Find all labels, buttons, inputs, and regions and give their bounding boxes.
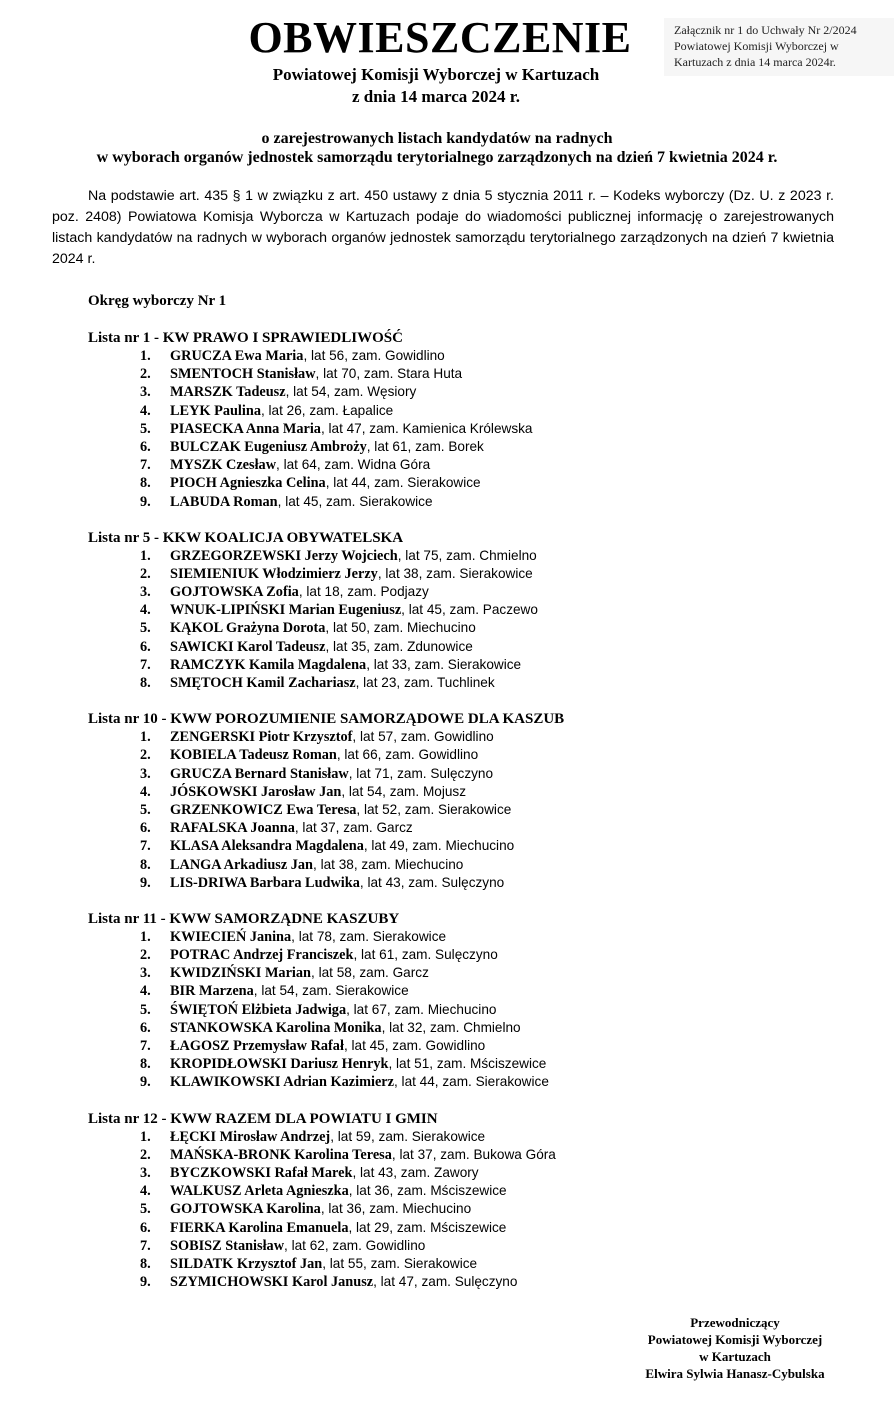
candidate-row <box>88 946 848 964</box>
candidate-row <box>88 674 848 692</box>
candidate-number: 9. <box>140 874 151 891</box>
candidate-list <box>88 710 848 892</box>
candidate-name: LANGA Arkadiusz Jan <box>170 856 314 873</box>
candidate-lists <box>88 329 848 1309</box>
candidate-details: , lat 49, zam. Miechucino <box>363 838 515 854</box>
candidate-number: 2. <box>140 1146 151 1163</box>
candidate-number: 1. <box>140 729 151 746</box>
candidate-number: 1. <box>140 348 151 364</box>
candidate-list <box>88 529 848 693</box>
candidate-name: SIEMIENIUK Włodzimierz Jerzy <box>170 565 378 582</box>
candidate-name: ŚWIĘTOŃ Elżbieta Jadwiga <box>170 1001 347 1018</box>
candidate-row <box>88 1237 848 1255</box>
candidate-details: , lat 29, zam. Mściszewice <box>348 1219 507 1235</box>
candidate-details: , lat 37, zam. Garcz <box>294 820 413 836</box>
candidate-details: , lat 36, zam. Mściszewice <box>348 1183 507 1199</box>
candidate-name: LABUDA Roman <box>170 493 278 510</box>
candidate-details: , lat 64, zam. Widna Góra <box>276 457 431 473</box>
candidate-name: MYSZK Czesław <box>170 457 277 474</box>
candidate-number: 6. <box>140 638 151 655</box>
candidate-name: POTRAC Andrzej Franciszek <box>170 947 354 964</box>
candidate-details: , lat 38, zam. Sierakowice <box>377 565 533 581</box>
candidate-number: 9. <box>140 1074 151 1091</box>
candidate-name: BYCZKOWSKI Rafał Marek <box>170 1164 353 1181</box>
candidate-details: , lat 26, zam. Łapalice <box>260 402 394 418</box>
candidate-number: 6. <box>140 1019 151 1036</box>
candidate-name: SOBISZ Stanisław <box>170 1237 285 1254</box>
candidate-details: , lat 57, zam. Gowidlino <box>352 729 494 745</box>
candidate-details: , lat 45, zam. Paczewo <box>401 602 538 618</box>
candidate-name: KROPIDŁOWSKI Dariusz Henryk <box>170 1056 389 1073</box>
candidate-name: RAMCZYK Kamila Magdalena <box>170 656 367 673</box>
candidate-details: , lat 36, zam. Miechucino <box>320 1201 472 1217</box>
candidate-row <box>88 746 848 764</box>
candidate-number: 3. <box>140 384 151 401</box>
candidate-details: , lat 67, zam. Miechucino <box>346 1001 497 1017</box>
candidate-name: KWIDZIŃSKI Marian <box>170 965 312 982</box>
candidate-name: KLAWIKOWSKI Adrian Kazimierz <box>170 1074 394 1091</box>
candidate-number: 9. <box>140 1274 151 1291</box>
candidate-row <box>88 420 848 438</box>
candidate-name: GRZENKOWICZ Ewa Teresa <box>170 801 357 818</box>
candidate-number: 7. <box>140 457 151 474</box>
candidate-number: 6. <box>140 1219 151 1236</box>
candidate-name: BIR Marzena <box>170 983 254 1000</box>
candidate-row <box>88 765 848 783</box>
candidate-name: KOBIELA Tadeusz Roman <box>170 747 337 764</box>
candidate-number: 5. <box>140 420 151 437</box>
list-title: Lista nr 10 - KWW POROZUMIENIE SAMORZĄDOWE DLA KASZUB <box>88 711 565 728</box>
candidate-number: 5. <box>140 801 151 818</box>
candidate-row <box>88 1200 848 1218</box>
candidate-name: SMENTOCH Stanisław <box>170 366 316 383</box>
candidate-details: , lat 43, zam. Zawory <box>352 1164 479 1180</box>
candidate-number: 2. <box>140 366 151 383</box>
candidate-row <box>88 656 848 674</box>
candidate-number: 8. <box>140 475 151 492</box>
candidate-row <box>88 583 848 601</box>
candidate-row <box>88 801 848 819</box>
candidate-name: PIOCH Agnieszka Celina <box>170 475 326 492</box>
candidate-details: , lat 54, zam. Mojusz <box>341 783 466 799</box>
candidate-number: 5. <box>140 1001 151 1018</box>
annex-note <box>664 18 894 76</box>
candidate-row <box>88 474 848 492</box>
candidate-row <box>88 619 848 637</box>
candidate-name: SAWICKI Karol Tadeusz <box>170 638 326 655</box>
district-heading: Okręg wyborczy Nr 1 <box>88 293 227 309</box>
candidate-list <box>88 329 848 511</box>
candidate-row <box>88 402 848 420</box>
candidate-name: BULCZAK Eugeniusz Ambroży <box>170 438 367 455</box>
candidate-row <box>88 964 848 982</box>
list-title: Lista nr 5 - KKW KOALICJA OBYWATELSKA <box>88 529 404 546</box>
candidate-row <box>88 1019 848 1037</box>
document-subject <box>20 129 854 167</box>
candidate-number: 4. <box>140 402 151 419</box>
candidate-number: 6. <box>140 438 151 455</box>
annex-line-1: Załącznik nr 1 do Uchwały Nr 2/2024 <box>674 23 857 37</box>
candidate-row <box>88 547 848 565</box>
candidate-name: ZENGERSKI Piotr Krzysztof <box>170 729 353 746</box>
candidate-number: 2. <box>140 747 151 764</box>
candidate-row <box>88 1255 848 1273</box>
candidate-row <box>88 783 848 801</box>
list-title: Lista nr 12 - KWW RAZEM DLA POWIATU I GMIN <box>88 1110 438 1127</box>
candidate-name: WNUK-LIPIŃSKI Marian Eugeniusz <box>170 602 402 619</box>
candidate-name: SILDATK Krzysztof Jan <box>170 1255 323 1272</box>
candidate-row <box>88 1055 848 1073</box>
candidate-details: , lat 47, zam. Sulęczyno <box>373 1274 518 1290</box>
candidate-details: , lat 58, zam. Garcz <box>311 965 429 981</box>
list-title: Lista nr 11 - KWW SAMORZĄDNE KASZUBY <box>88 910 400 927</box>
candidate-number: 5. <box>140 620 151 637</box>
candidate-number: 1. <box>140 1128 151 1145</box>
candidate-name: WALKUSZ Arleta Agnieszka <box>170 1183 349 1200</box>
candidate-number: 7. <box>140 838 151 855</box>
candidate-name: LIS-DRIWA Barbara Ludwika <box>170 874 360 891</box>
candidate-name: MAŃSKA-BRONK Karolina Teresa <box>170 1146 392 1163</box>
candidate-row <box>88 565 848 583</box>
document-subtitle <box>190 64 682 108</box>
candidate-number: 8. <box>140 1255 151 1272</box>
candidate-number: 4. <box>140 783 151 800</box>
candidate-number: 7. <box>140 656 151 673</box>
candidate-row <box>88 982 848 1000</box>
candidate-name: SMĘTOCH Kamil Zachariasz <box>170 675 356 691</box>
candidate-number: 7. <box>140 1038 151 1054</box>
signature-role: Przewodniczący <box>690 1315 780 1330</box>
candidate-row <box>88 638 848 656</box>
signature-authority: Powiatowej Komisji Wyborczej <box>647 1332 823 1347</box>
signature-name: Elwira Sylwia Hanasz-Cybulska <box>645 1366 825 1381</box>
candidate-row <box>88 874 848 892</box>
candidate-name: ŁĘCKI Mirosław Andrzej <box>170 1128 331 1145</box>
candidate-number: 3. <box>140 1164 151 1181</box>
candidate-number: 1. <box>140 547 151 564</box>
candidate-row <box>88 601 848 619</box>
candidate-details: , lat 44, zam. Sierakowice <box>325 475 481 491</box>
candidate-details: , lat 66, zam. Gowidlino <box>336 747 479 763</box>
candidate-row <box>88 1164 848 1182</box>
subtitle-date: z dnia 14 marca 2024 r. <box>351 87 521 106</box>
candidate-name: KĄKOL Grażyna Dorota <box>170 620 326 637</box>
candidate-row <box>88 856 848 874</box>
subject-line-1: o zarejestrowanych listach kandydatów na radnych <box>261 130 613 147</box>
candidate-details: , lat 44, zam. Sierakowice <box>394 1074 549 1090</box>
candidate-details: , lat 45, zam. Sierakowice <box>277 493 433 509</box>
candidate-list <box>88 910 848 1092</box>
candidate-row <box>88 1219 848 1237</box>
candidate-number: 4. <box>140 983 151 1000</box>
candidate-row <box>88 1182 848 1200</box>
candidate-details: , lat 56, zam. Gowidlino <box>303 348 445 363</box>
candidate-name: STANKOWSKA Karolina Monika <box>170 1019 382 1036</box>
subject-line-2: w wyborach organów jednostek samorządu terytorialnego zarządzonych na dzień 7 kwietnia 2024 r. <box>96 149 778 166</box>
candidate-details: , lat 75, zam. Chmielno <box>397 547 537 563</box>
candidate-name: GOJTOWSKA Karolina <box>170 1201 321 1218</box>
candidate-name: SZYMICHOWSKI Karol Janusz <box>170 1274 374 1291</box>
candidate-details: , lat 35, zam. Zdunowice <box>325 638 473 654</box>
candidate-details: , lat 62, zam. Gowidlino <box>284 1237 426 1253</box>
candidate-row <box>88 1128 848 1146</box>
candidate-name: GRUCZA Ewa Maria <box>170 348 304 364</box>
candidate-row <box>88 493 848 511</box>
candidate-details: , lat 23, zam. Tuchlinek <box>355 675 495 690</box>
candidate-row <box>88 1001 848 1019</box>
candidate-details: , lat 54, zam. Węsiory <box>285 384 417 400</box>
subtitle-authority: Powiatowej Komisji Wyborczej w Kartuzach <box>272 65 600 84</box>
candidate-row <box>88 383 848 401</box>
candidate-name: RAFALSKA Joanna <box>170 820 295 837</box>
candidate-number: 2. <box>140 947 151 964</box>
candidate-number: 3. <box>140 965 151 982</box>
candidate-name: GRZEGORZEWSKI Jerzy Wojciech <box>170 547 398 564</box>
candidate-details: , lat 59, zam. Sierakowice <box>330 1128 486 1144</box>
candidate-details: , lat 43, zam. Sulęczyno <box>359 874 505 890</box>
annex-line-3: Kartuzach z dnia 14 marca 2024r. <box>674 55 836 69</box>
candidate-name: FIERKA Karolina Emanuela <box>170 1219 349 1236</box>
candidate-details: , lat 51, zam. Mściszewice <box>388 1056 547 1072</box>
candidate-name: MARSZK Tadeusz <box>170 384 286 401</box>
candidate-number: 8. <box>140 675 151 691</box>
candidate-name: PIASECKA Anna Maria <box>170 420 321 437</box>
candidate-row <box>88 438 848 456</box>
candidate-name: JÓSKOWSKI Jarosław Jan <box>170 783 342 800</box>
candidate-number: 7. <box>140 1237 151 1254</box>
candidate-number: 4. <box>140 602 151 619</box>
candidate-number: 8. <box>140 856 151 873</box>
intro-paragraph: Na podstawie art. 435 § 1 w związku z art. 450 ustawy z dnia 5 stycznia 2011 r. – Kodeks wyborczy (Dz. U. z 2023 r. poz. 2408) Powiatowa Komisja Wyborcza w Kartuzach podaje do wiadomości publicznej informację o zarejestrowanych listach kandydatów na radnych w wyborach organów jednostek samorządu terytorialnego zarządzonych na dzień 7 kwietnia 2024 r. <box>52 188 834 267</box>
candidate-number: 8. <box>140 1056 151 1073</box>
candidate-name: KWIECIEŃ Janina <box>170 928 292 945</box>
candidate-details: , lat 47, zam. Kamienica Królewska <box>320 420 533 436</box>
candidate-details: , lat 33, zam. Sierakowice <box>366 656 522 672</box>
candidate-details: , lat 54, zam. Sierakowice <box>253 983 409 999</box>
candidate-details: , lat 61, zam. Borek <box>366 438 484 454</box>
signature-block <box>610 1314 860 1382</box>
candidate-row <box>88 365 848 383</box>
candidate-details: , lat 38, zam. Miechucino <box>313 856 464 872</box>
candidate-name: KLASA Aleksandra Magdalena <box>170 838 364 855</box>
candidate-number: 5. <box>140 1201 151 1218</box>
candidate-row <box>88 928 848 946</box>
candidate-details: , lat 52, zam. Sierakowice <box>356 801 512 817</box>
candidate-row <box>88 456 848 474</box>
candidate-details: , lat 45, zam. Gowidlino <box>343 1038 486 1053</box>
annex-line-2: Powiatowej Komisji Wyborczej w <box>674 39 839 53</box>
candidate-details: , lat 50, zam. Miechucino <box>325 620 476 636</box>
candidate-number: 3. <box>140 765 151 782</box>
candidate-name: LEYK Paulina <box>170 402 261 419</box>
candidate-row <box>88 1037 848 1055</box>
candidate-details: , lat 18, zam. Podjazy <box>298 584 429 600</box>
candidate-details: , lat 70, zam. Stara Huta <box>315 366 463 382</box>
signature-location: w Kartuzach <box>699 1349 771 1364</box>
candidate-number: 9. <box>140 493 151 510</box>
candidate-details: , lat 32, zam. Chmielno <box>381 1019 521 1035</box>
candidate-name: GOJTOWSKA Zofia <box>170 584 299 601</box>
candidate-name: GRUCZA Bernard Stanisław <box>170 765 349 782</box>
candidate-number: 4. <box>140 1183 151 1200</box>
candidate-row <box>88 1073 848 1091</box>
candidate-number: 3. <box>140 584 151 601</box>
candidate-number: 2. <box>140 565 151 582</box>
candidate-list <box>88 1110 848 1292</box>
candidate-row <box>88 1273 848 1291</box>
list-title: Lista nr 1 - KW PRAWO I SPRAWIEDLIWOŚĆ <box>88 330 403 346</box>
candidate-details: , lat 71, zam. Sulęczyno <box>348 765 494 781</box>
document-title: OBWIESZCZENIE <box>248 13 632 62</box>
candidate-row <box>88 837 848 855</box>
candidate-name: ŁAGOSZ Przemysław Rafał <box>170 1038 344 1054</box>
candidate-details: , lat 55, zam. Sierakowice <box>322 1255 478 1271</box>
candidate-row <box>88 819 848 837</box>
candidate-number: 6. <box>140 820 151 837</box>
candidate-details: , lat 37, zam. Bukowa Góra <box>391 1146 556 1162</box>
candidate-row <box>88 728 848 746</box>
candidate-details: , lat 61, zam. Sulęczyno <box>353 947 498 963</box>
candidate-number: 1. <box>140 928 151 945</box>
candidate-row <box>88 347 848 365</box>
candidate-row <box>88 1146 848 1164</box>
candidate-details: , lat 78, zam. Sierakowice <box>291 928 447 944</box>
